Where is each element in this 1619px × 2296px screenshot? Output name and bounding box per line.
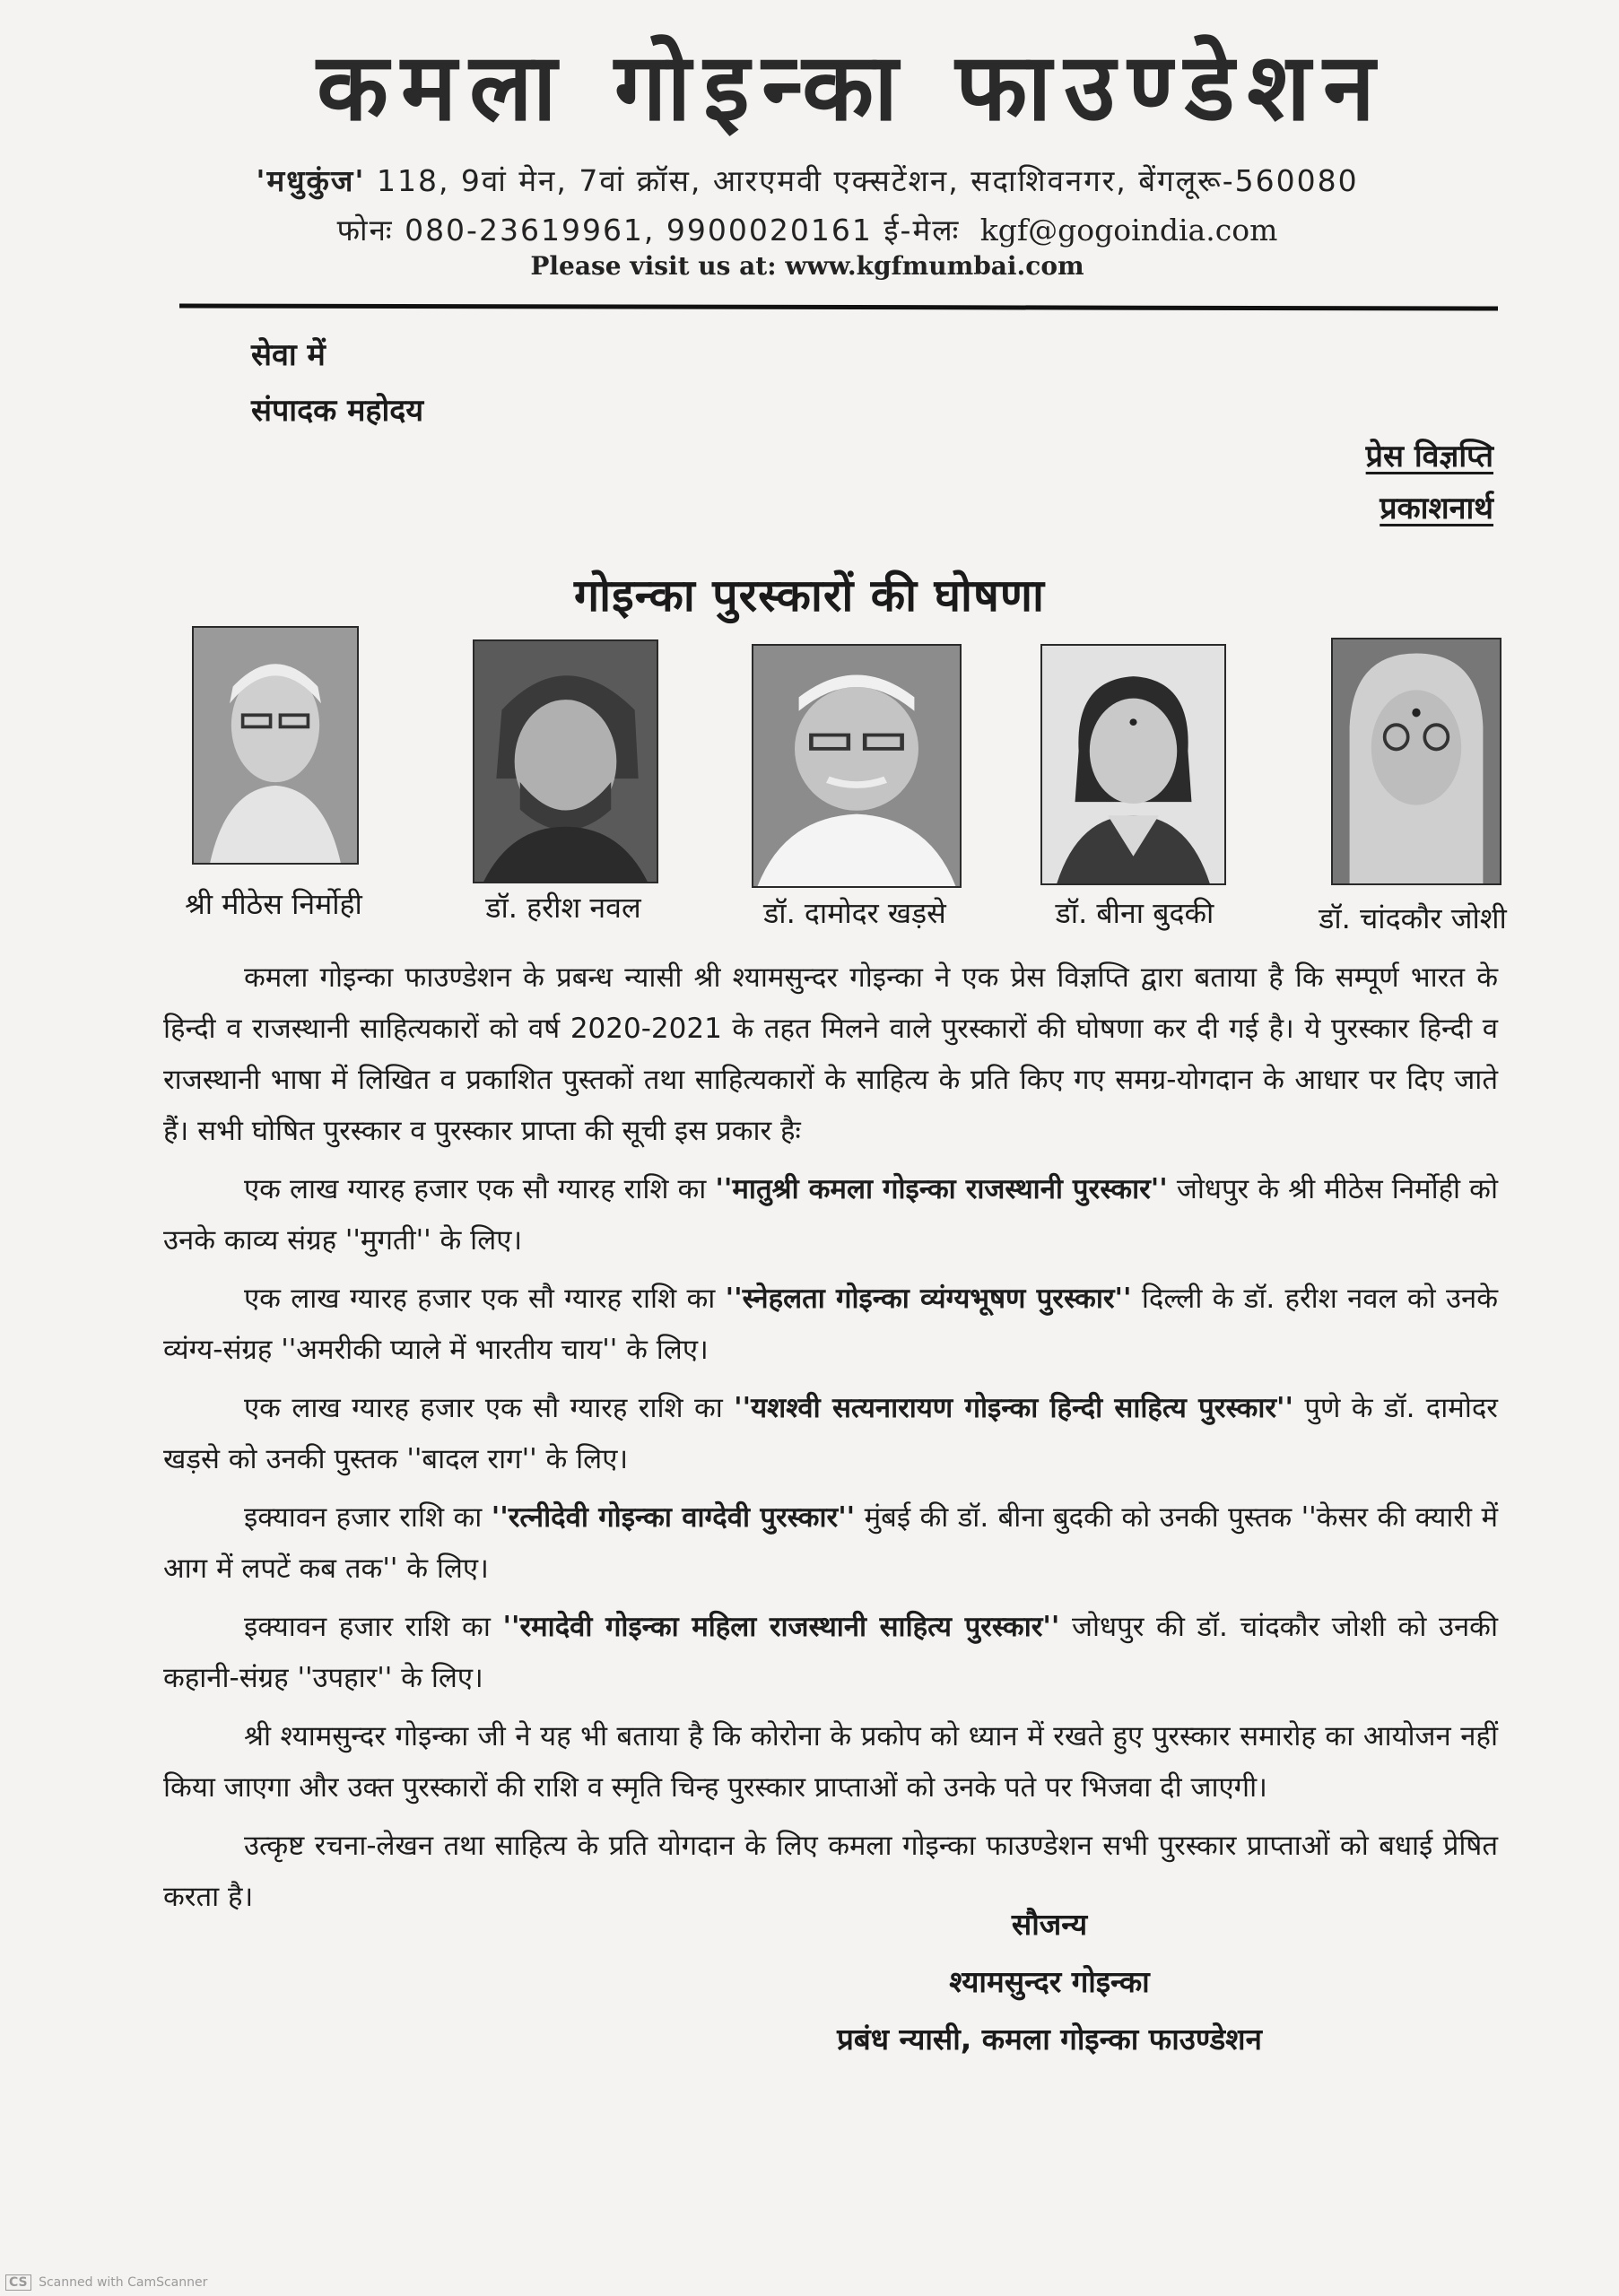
press-label-line-2: प्रकाशनार्थ [1380,491,1493,526]
awardee-caption-2: डॉ. हरीश नवल [485,891,641,925]
address-text: 118, 9वां मेन, 7वां क्रॉस, आरएमवी एक्सटेंशन, सदाशिवनगर, बेंगलूरू-560080 [376,163,1359,198]
recipient-line-1: सेवा में [251,337,326,373]
contact-line [135,209,1480,249]
scanner-text: Scanned with CamScanner [39,2275,208,2290]
org-name-heading: कमला गोइन्का फाउण्डेशन [317,32,1388,142]
award-paragraph-4 [163,1492,1498,1595]
awardee-photo-5 [1331,638,1501,885]
award-3-recipient: पुणे के डॉ. दामोदर खड़से को उनकी पुस्तक ''बादल राग'' के लिए। [163,1392,1498,1475]
address-building-name: 'मधुकुंज' [256,163,366,198]
awardee-caption-3: डॉ. दामोदर खड़से [763,896,946,930]
award-5-amount: इक्यावन हजार राशि का [244,1611,491,1643]
press-label-line-1: प्रेस विज्ञप्ति [1365,439,1493,474]
congratulations-paragraph: उत्कृष्ट रचना-लेखन तथा साहित्य के प्रति योगदान के लिए कमला गोइन्का फाउण्डेशन सभी पुरस्कार प्राप्ताओं को बधाई प्रेषित करता है। [163,1830,1498,1913]
award-5-recipient: जोधपुर की डॉ. चांदकौर जोशी को उनकी कहानी-संग्रह ''उपहार'' के लिए। [163,1611,1498,1694]
press-label-block [1366,430,1493,535]
signature-name: श्यामसुन्दर गोइन्का [949,1964,1150,1999]
awardee-photo-3 [752,644,962,888]
awardee-photo-1 [192,626,359,865]
awardee-photo-2 [473,639,658,883]
award-paragraph-1 [163,1164,1498,1266]
award-3-amount: एक लाख ग्यारह हजार एक सौ ग्यारह राशि का [244,1392,723,1424]
award-1-amount: एक लाख ग्यारह हजार एक सौ ग्यारह राशि का [244,1173,707,1205]
award-4-name: ''रत्नीदेवी गोइन्का वाग्देवी पुरस्कार'' [491,1501,856,1534]
signature-courtesy: सौजन्य [1011,1907,1088,1942]
header-divider [179,303,1498,310]
signature-designation: प्रबंध न्यासी, कमला गोइन्का फाउण्डेशन [837,2022,1262,2057]
awardee-caption-4: डॉ. बीना बुदकी [1055,896,1214,930]
phone-text: फोनः 080-23619961, 9900020161 ई-मेलः [336,213,961,248]
award-3-name: ''यशश्वी सत्यनारायण गोइन्का हिन्दी साहित्य पुरस्कार'' [734,1392,1294,1424]
ceremony-paragraph: श्री श्यामसुन्दर गोइन्का जी ने यह भी बताया है कि कोरोना के प्रकोप को ध्यान में रखते हुए पुरस्कार समारोह का आयोजन नहीं किया जाएगा और उक्त पुरस्कारों की राशि व स्मृति चिन्ह पुरस्कार प्राप्ताओं को उनके पते पर भिजवा दी जाएगी। [163,1720,1498,1804]
award-1-recipient: जोधपुर के श्री मीठेस निर्मोही को उनके काव्य संग्रह ''मुगती'' के लिए। [163,1173,1498,1257]
award-5-name: ''रमादेवी गोइन्का महिला राजस्थानी साहित्य पुरस्कार'' [502,1611,1060,1643]
award-2-recipient: दिल्ली के डॉ. हरीश नवल को उनके व्यंग्य-संग्रह ''अमरीकी प्याले में भारतीय चाय'' के लिए। [163,1283,1499,1366]
award-paragraph-3 [163,1383,1498,1485]
award-paragraph-2 [163,1274,1498,1376]
scanner-badge: CS [5,2274,31,2291]
address-line [135,160,1480,200]
recipient-block [251,327,423,439]
award-2-name: ''स्नेहलता गोइन्का व्यंग्यभूषण पुरस्कार'' [725,1283,1132,1315]
press-release-body [163,952,1498,1930]
email-text: kgf@gogoindia.com [979,213,1278,248]
announcement-headline: गोइन्का पुरस्कारों की घोषणा [574,570,1045,622]
award-1-name: ''मातुश्री कमला गोइन्का राजस्थानी पुरस्कार'' [715,1173,1168,1205]
award-2-amount: एक लाख ग्यारह हजार एक सौ ग्यारह राशि का [244,1283,716,1315]
award-4-amount: इक्यावन हजार राशि का [244,1501,483,1534]
awardee-caption-5: डॉ. चांदकौर जोशी [1319,901,1507,935]
award-4-recipient: मुंबई की डॉ. बीना बुदकी को उनकी पुस्तक ''केसर की क्यारी में आग में लपटें कब तक'' के लिए। [163,1501,1499,1585]
website-line: Please visit us at: www.kgfmumbai.com [530,251,1084,281]
awardee-photo-4 [1040,644,1226,885]
intro-paragraph: कमला गोइन्का फाउण्डेशन के प्रबन्ध न्यासी श्री श्यामसुन्दर गोइन्का ने एक प्रेस विज्ञप्ति द्वारा बताया है कि सम्पूर्ण भारत के हिन्दी व राजस्थानी साहित्यकारों को वर्ष 2020-2021 के तहत मिलने वाले पुरस्कारों की घोषणा कर दी गई है। ये पुरस्कार हिन्दी व राजस्थानी भाषा में लिखित व प्रकाशित पुस्तकों तथा साहित्यकारों के साहित्य के प्रति किए गए समग्र-योगदान के आधार पर दिए जाते हैं। सभी घोषित पुरस्कार व पुरस्कार प्राप्ता की सूची इस प्रकार हैः [163,961,1498,1147]
scanner-watermark [5,2274,207,2291]
award-paragraph-5 [163,1602,1498,1704]
awardee-caption-1: श्री मीठेस निर्मोही [185,887,362,921]
recipient-line-2: संपादक महोदय [251,393,424,429]
